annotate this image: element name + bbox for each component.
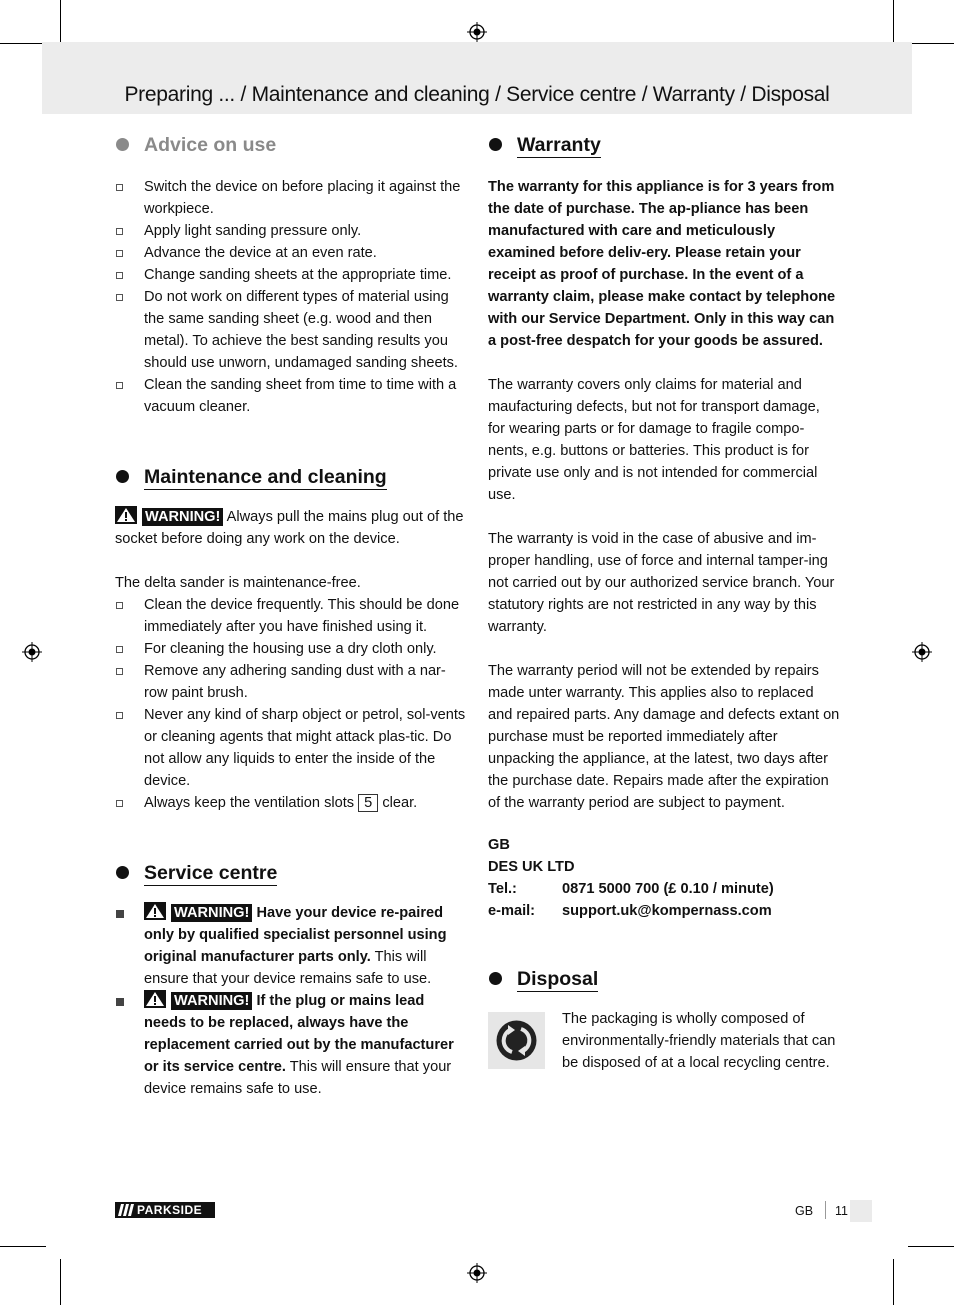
contact-company: DES UK LTD bbox=[488, 859, 575, 875]
list-item: Advance the device at an even rate. bbox=[115, 242, 467, 264]
warning-triangle-icon bbox=[144, 990, 166, 1008]
crop-mark bbox=[60, 1259, 61, 1305]
list-item: Always keep the ventilation slots 5 clear. bbox=[115, 792, 467, 814]
contact-email-label: e-mail: bbox=[488, 903, 536, 919]
warranty-paragraph: The warranty period will not be extended by repairs made unter warranty. This applies also to replaced and repaired parts. Any damage and defects extant on purchase must be reported immediately after unpacking the appliance, at the latest, two days after the purchase date. Repairs made after the expiration of the warranty period are subject to payment. bbox=[488, 663, 840, 811]
square-bullet-icon bbox=[116, 910, 124, 918]
advice-list bbox=[115, 176, 467, 418]
checkbox-bullet-icon bbox=[116, 294, 123, 301]
list-item: Do not work on different types of material using the same sanding sheet (e.g. wood and then metal). To achieve the best sanding results you should use unworn, undamaged sanding sheets. bbox=[115, 286, 467, 374]
checkbox-bullet-icon bbox=[116, 228, 123, 235]
list-item: Remove any adhering sanding dust with a nar-row paint brush. bbox=[115, 660, 467, 704]
brand-stripes-icon bbox=[118, 1204, 136, 1216]
footer-meta bbox=[795, 1201, 848, 1219]
warranty-paragraph: The warranty is void in the case of abusive and im-proper handling, use of force and internal tamper-ing not carried out by our authorized service branch. Your statutory rights are not restricted in any way by this warranty. bbox=[488, 531, 835, 635]
maintenance-heading: Maintenance and cleaning bbox=[115, 462, 467, 492]
crop-mark bbox=[0, 1246, 46, 1247]
contact-country: GB bbox=[488, 837, 510, 853]
checkbox-bullet-icon bbox=[116, 250, 123, 257]
warning-badge: WARNING! bbox=[171, 904, 252, 922]
language-code: GB bbox=[795, 1204, 814, 1218]
checkbox-bullet-icon bbox=[116, 800, 123, 807]
checkbox-bullet-icon bbox=[116, 184, 123, 191]
registration-mark-icon bbox=[912, 642, 932, 662]
warranty-paragraph: The warranty covers only claims for material and maufacturing defects, but not for transport damage, for wearing parts or for damage to fragile compo-nents, e.g. buttons or batteries. This product is for private use only and is not intended for commercial use. bbox=[488, 377, 820, 503]
divider bbox=[825, 1201, 826, 1219]
warranty-heading: Warranty bbox=[488, 130, 840, 160]
disposal-text: The packaging is wholly composed of environmentally-friendly materials that can be disposed of at a local recycling centre. bbox=[562, 1011, 836, 1071]
parkside-logo: PARKSIDE bbox=[115, 1202, 215, 1218]
maintenance-intro: The delta sander is maintenance-free. bbox=[115, 575, 361, 591]
crop-mark bbox=[0, 43, 46, 44]
green-dot-recycling-icon bbox=[488, 1012, 545, 1069]
warning-triangle-icon bbox=[115, 506, 137, 524]
right-column bbox=[488, 130, 840, 1074]
registration-mark-icon bbox=[467, 22, 487, 42]
list-item: Never any kind of sharp object or petrol, sol-vents or cleaning agents that might attack plas-tic. Do not allow any liquids to enter the inside of the device. bbox=[115, 704, 467, 792]
service-list bbox=[115, 902, 467, 1100]
checkbox-bullet-icon bbox=[116, 382, 123, 389]
checkbox-bullet-icon bbox=[116, 602, 123, 609]
disposal-heading: Disposal bbox=[488, 964, 840, 994]
warning-badge: WARNING! bbox=[171, 992, 252, 1010]
bullet-dot-icon bbox=[489, 972, 502, 985]
crop-mark bbox=[893, 1259, 894, 1305]
crop-mark bbox=[908, 1246, 954, 1247]
page-number: 11 bbox=[835, 1204, 849, 1218]
checkbox-bullet-icon bbox=[116, 712, 123, 719]
list-item: Change sanding sheets at the appropriate time. bbox=[115, 264, 467, 286]
left-column bbox=[115, 130, 467, 1100]
list-item: For cleaning the housing use a dry cloth only. bbox=[115, 638, 467, 660]
checkbox-bullet-icon bbox=[116, 668, 123, 675]
crop-mark bbox=[893, 0, 894, 46]
bullet-dot-icon bbox=[116, 470, 129, 483]
service-heading: Service centre bbox=[115, 858, 467, 888]
warranty-summary: The warranty for this appliance is for 3 years from the date of purchase. The ap-pliance has been manufactured with care and meticulously examined before deliv-ery. Please retain your receipt as proof of purchase. In the event of a warranty claim, please make contact by telephone with our Service Department. Only in this way can a post-free despatch for your goods be assured. bbox=[488, 179, 836, 349]
checkbox-bullet-icon bbox=[116, 272, 123, 279]
disposal-block bbox=[488, 1008, 840, 1074]
bullet-dot-icon bbox=[116, 138, 129, 151]
registration-mark-icon bbox=[22, 642, 42, 662]
reference-number-box: 5 bbox=[358, 794, 378, 812]
contact-tel-value: 0871 5000 700 (£ 0.10 / minute) bbox=[562, 881, 774, 897]
page-title: Preparing ... / Maintenance and cleaning / Service centre / Warranty / Disposal bbox=[124, 83, 830, 106]
list-item: WARNING! Have your device re-paired only by qualified specialist personnel using original manufacturer parts only. This will ensure that your device remains safe to use. bbox=[115, 902, 467, 990]
warning-badge: WARNING! bbox=[142, 508, 223, 526]
contact-email-value: support.uk@kompernass.com bbox=[562, 903, 772, 919]
crop-mark bbox=[60, 0, 61, 46]
list-item: Clean the device frequently. This should be done immediately after you have finished using it. bbox=[115, 594, 467, 638]
warning-triangle-icon bbox=[144, 902, 166, 920]
maintenance-list bbox=[115, 594, 467, 814]
contact-block bbox=[488, 834, 840, 922]
list-item: WARNING! If the plug or mains lead needs to be replaced, always have the replacement carried out by the manufacturer or its service centre. This will ensure that your device remains safe to use. bbox=[115, 990, 467, 1100]
contact-tel-label: Tel.: bbox=[488, 881, 517, 897]
registration-mark-icon bbox=[467, 1263, 487, 1283]
list-item: Switch the device on before placing it against the workpiece. bbox=[115, 176, 467, 220]
maintenance-warning: WARNING! Always pull the mains plug out of the socket before doing any work on the device. bbox=[115, 506, 467, 550]
list-item: Clean the sanding sheet from time to time with a vacuum cleaner. bbox=[115, 374, 467, 418]
list-item: Apply light sanding pressure only. bbox=[115, 220, 467, 242]
bullet-dot-icon bbox=[489, 138, 502, 151]
bullet-dot-icon bbox=[116, 866, 129, 879]
footer-tab bbox=[850, 1200, 872, 1222]
checkbox-bullet-icon bbox=[116, 646, 123, 653]
crop-mark bbox=[908, 43, 954, 44]
advice-heading: Advice on use bbox=[115, 130, 467, 160]
square-bullet-icon bbox=[116, 998, 124, 1006]
